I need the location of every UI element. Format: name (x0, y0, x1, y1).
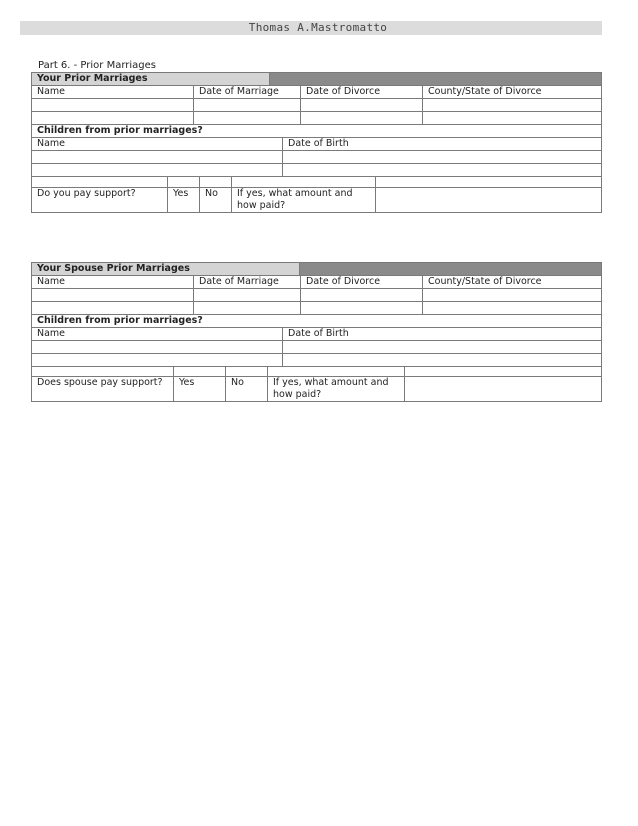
column-header-date-of-birth: Date of Birth (283, 138, 602, 151)
table-cell[interactable] (283, 151, 602, 164)
table-cell[interactable] (194, 99, 301, 112)
no-option[interactable]: No (200, 188, 232, 213)
table-cell[interactable] (301, 289, 423, 302)
amount-answer-field[interactable] (405, 377, 602, 402)
header-title: Thomas A.Mastromatto (248, 21, 388, 34)
table-cell[interactable] (301, 302, 423, 315)
column-header-county-state: County/State of Divorce (423, 276, 602, 289)
spouse-support-table (31, 376, 602, 402)
table-cell[interactable] (32, 164, 283, 177)
section-title: Your Prior Marriages (32, 73, 270, 86)
table-cell[interactable] (32, 112, 194, 125)
yes-option[interactable]: Yes (168, 188, 200, 213)
section-title-bar (270, 73, 602, 86)
table-cell[interactable] (32, 151, 283, 164)
column-header-county-state: County/State of Divorce (423, 86, 602, 99)
table-cell[interactable] (32, 341, 283, 354)
column-header-child-name: Name (32, 138, 283, 151)
table-cell[interactable] (194, 112, 301, 125)
children-title: Children from prior marriages? (32, 125, 602, 138)
column-header-date-of-divorce: Date of Divorce (301, 86, 423, 99)
table-cell[interactable] (32, 289, 194, 302)
table-cell[interactable] (283, 164, 602, 177)
table-cell[interactable] (301, 99, 423, 112)
prior-marriages-table (31, 72, 602, 86)
column-header-date-of-marriage: Date of Marriage (194, 276, 301, 289)
section-title-bar (300, 263, 602, 276)
column-header-date-of-divorce: Date of Divorce (301, 276, 423, 289)
column-header-name: Name (32, 86, 194, 99)
table-cell[interactable] (32, 99, 194, 112)
column-header-date-of-marriage: Date of Marriage (194, 86, 301, 99)
yes-option[interactable]: Yes (174, 377, 226, 402)
spouse-children-table (31, 314, 602, 367)
column-header-date-of-birth: Date of Birth (283, 328, 602, 341)
amount-question: If yes, what amount and how paid? (232, 188, 376, 213)
table-cell[interactable] (423, 289, 602, 302)
support-question: Does spouse pay support? (32, 377, 174, 402)
no-option[interactable]: No (226, 377, 268, 402)
table-cell[interactable] (283, 341, 602, 354)
prior-children-table (31, 124, 602, 177)
amount-question: If yes, what amount and how paid? (268, 377, 405, 402)
prior-marriages-grid (31, 85, 602, 125)
table-cell[interactable] (423, 302, 602, 315)
spouse-marriages-table (31, 262, 602, 276)
amount-answer-field[interactable] (376, 188, 602, 213)
table-cell[interactable] (32, 302, 194, 315)
table-cell[interactable] (32, 354, 283, 367)
table-cell[interactable] (194, 289, 301, 302)
children-title: Children from prior marriages? (32, 315, 602, 328)
page-header (20, 21, 602, 35)
table-cell[interactable] (194, 302, 301, 315)
part-title: Part 6. - Prior Marriages (38, 60, 156, 71)
table-cell[interactable] (283, 354, 602, 367)
section-title: Your Spouse Prior Marriages (32, 263, 300, 276)
table-cell[interactable] (423, 99, 602, 112)
prior-support-table (31, 187, 602, 213)
column-header-name: Name (32, 276, 194, 289)
support-question: Do you pay support? (32, 188, 168, 213)
column-header-child-name: Name (32, 328, 283, 341)
table-cell[interactable] (423, 112, 602, 125)
table-cell[interactable] (301, 112, 423, 125)
spouse-marriages-grid (31, 275, 602, 315)
